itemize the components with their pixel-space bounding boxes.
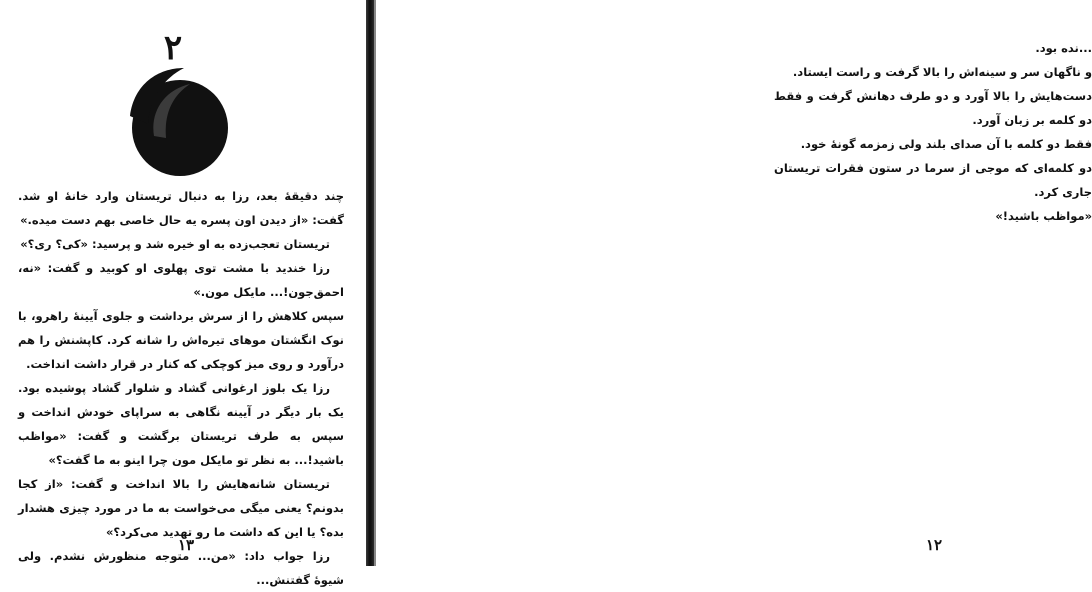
right-page-body (774, 36, 1092, 228)
paragraph: «مواظب باشید!» (995, 209, 1092, 223)
chapter-number: ۲ (163, 28, 183, 68)
page-number: ۱۳ (177, 536, 195, 554)
left-page (0, 0, 368, 587)
paragraph: چند دقیقهٔ بعد، رزا به دنبال تریستان وارد خانهٔ او شد. گفت: «از دیدن اون پسره یه حال خاصی بهم دست میده.» (18, 189, 344, 227)
right-page (374, 0, 1092, 566)
paragraph: تریستان شانه‌هایش را بالا انداخت و گفت: «از کجا بدونم؟ یعنی میگی می‌خواست به ما در مورد چیزی هشدار بده؟ یا این که داشت ما رو تهدید می‌کرد؟» (18, 477, 344, 539)
left-page-body (18, 184, 344, 592)
paragraph: رزا خندید با مشت توی پهلوی او کوبید و گفت: «نه، احمق‌جون!... مایکل مون.» (18, 261, 344, 299)
page-number: ۱۲ (925, 536, 943, 554)
paragraph: تریستان تعجب‌زده به او خیره شد و پرسید: «کی؟ ری؟» (20, 237, 330, 251)
paragraph: ...نده بود. (1035, 41, 1092, 55)
paragraph: و ناگهان سر و سینه‌اش را بالا گرفت و راست ایستاد. (792, 65, 1092, 79)
paragraph: دست‌هایش را بالا آورد و دو طرف دهانش گرفت و فقط دو کلمه بر زبان آورد. (774, 89, 1092, 127)
paragraph: سپس کلاهش را از سرش برداشت و جلوی آیینهٔ راهرو، با نوک انگشتان موهای تیره‌اش را شانه کرد. کاپشنش را هم درآورد و روی میز کوچکی که کنار در قرار داشت انداخت. (18, 309, 344, 371)
book-gutter (366, 0, 374, 566)
paragraph: رزا یک بلوز ارغوانی گشاد و شلوار گشاد پوشیده بود. یک بار دیگر در آیینه نگاهی به سراپای خودش انداخت و سپس به طرف تریستان برگشت و گفت: «مواظب باشید!... به نظر تو مایکل مون چرا اینو به ما گفت؟» (18, 381, 344, 467)
paragraph: فقط دو کلمه با آن صدای بلند ولی زمزمه گونهٔ خود. (800, 137, 1092, 151)
paragraph: رزا جواب داد: «من... متوجه منظورش نشدم. ولی شیوهٔ گفتنش... (18, 549, 344, 587)
paragraph: دو کلمه‌ای که موجی از سرما در ستون فقرات تریستان جاری کرد. (774, 161, 1092, 199)
